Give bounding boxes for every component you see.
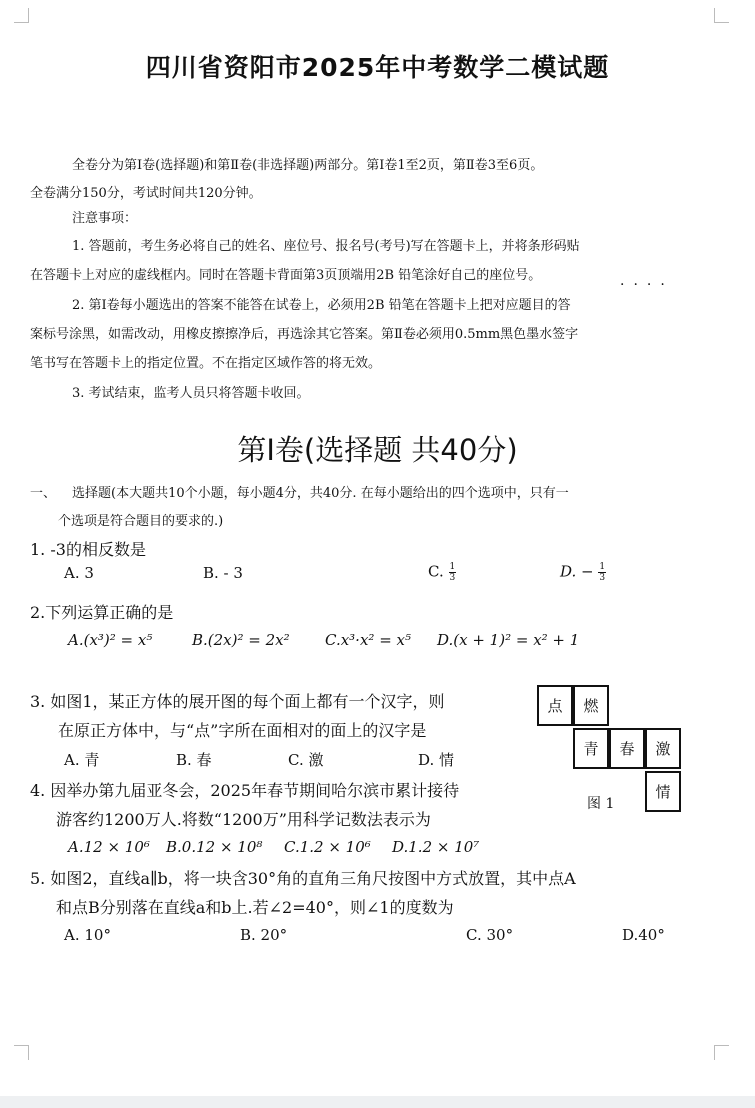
q1-stem: 1. -3的相反数是 [30,540,146,559]
q3-line-1: 3. 如图1，某正方体的展开图的每个面上都有一个汉字，则 [30,692,445,711]
q3-option-d: D. 情 [418,751,455,769]
intro-line-2: 全卷满分150分，考试时间共120分钟。 [30,186,262,201]
q1-option-d-fraction: $\frac{1}{3}$ [599,562,606,583]
figure-1-caption: 图 1 [587,796,615,812]
part1-line-1: 选择题(本大题共10个小题，每小题4分，共40分. 在每小题给出的四个选项中，只有一 [72,486,569,501]
q3-line-2: 在原正方体中，与“点”字所在面相对的面上的汉字是 [58,721,427,740]
q1-option-d [560,562,606,583]
q4-option-d: D.1.2 × 10⁷ [392,838,480,856]
net-cell-chun: 春 [609,728,645,769]
intro-line-1: 全卷分为第Ⅰ卷(选择题)和第Ⅱ卷(非选择题)两部分。第Ⅰ卷1至2页，第Ⅱ卷3至6页。 [72,158,544,173]
q3-option-a: A. 青 [64,751,100,769]
emphasis-dots: ···· [620,277,674,293]
q1-option-d-label: D. − [560,562,594,581]
q2-option-d: D.(x + 1)² = x² + 1 [437,631,580,649]
page-title: 四川省资阳市2025年中考数学二模试题 [145,53,610,82]
q3-option-b: B. 春 [176,751,212,769]
part1-line-2: 个选项是符合题目的要求的.) [58,514,224,529]
q2-option-a: A.(x³)² = x⁵ [68,631,153,649]
crop-mark-top-right [714,8,729,23]
net-cell-dian: 点 [537,685,573,726]
net-cell-qing: 青 [573,728,609,769]
q4-line-2: 游客约1200万人.将数“1200万”用科学记数法表示为 [56,810,431,829]
q2-option-c: C.x³·x² = x⁵ [325,631,412,649]
notice-3: 3. 考试结束，监考人员只将答题卡收回。 [72,386,310,401]
q1-option-c-label: C. [428,562,444,581]
notice-2-line-2: 案标号涂黑，如需改动，用橡皮擦擦净后，再选涂其它答案。第Ⅱ卷必须用0.5mm黑色墨水签字 [30,327,579,342]
crop-mark-bottom-right [714,1045,729,1060]
q5-option-d: D.40° [622,926,665,944]
viewer-bottom-bar [0,1096,755,1108]
notice-1-line-2: 在答题卡上对应的虚线框内。同时在答题卡背面第3页顶端用2B 铅笔涂好自己的座位号。 [30,268,542,283]
net-cell-qing2: 情 [645,771,681,812]
q5-line-1: 5. 如图2，直线a∥b，将一块含30°角的直角三角尺按图中方式放置，其中点A [30,869,576,888]
q1-option-b: B. - 3 [203,564,243,582]
q5-option-a: A. 10° [64,926,111,944]
q4-option-c: C.1.2 × 10⁶ [284,838,371,856]
section-title: 第Ⅰ卷(选择题 共40分) [237,433,518,467]
notice-2-line-1: 2. 第Ⅰ卷每小题选出的答案不能答在试卷上，必须用2B 铅笔在答题卡上把对应题目的答 [72,298,571,313]
q2-stem: 2.下列运算正确的是 [30,603,174,622]
crop-mark-bottom-left [14,1045,29,1060]
q1-option-a: A. 3 [64,564,94,582]
q5-option-c: C. 30° [466,926,514,944]
crop-mark-top-left [14,8,29,23]
q3-option-c: C. 激 [288,751,324,769]
q2-option-b: B.(2x)² = 2x² [192,631,290,649]
net-cell-ji: 激 [645,728,681,769]
notice-2-line-3: 笔书写在答题卡上的指定位置。不在指定区域作答的将无效。 [30,356,382,371]
net-cell-ran: 燃 [573,685,609,726]
q5-line-2: 和点B分别落在直线a和b上.若∠2=40°，则∠1的度数为 [56,898,454,917]
q4-line-1: 4. 因举办第九届亚冬会，2025年春节期间哈尔滨市累计接待 [30,781,460,800]
q1-option-c-fraction: $\frac{1}{3}$ [449,562,456,583]
notice-label: 注意事项： [72,211,138,226]
q1-option-c [428,562,456,583]
q4-option-a: A.12 × 10⁶ [68,838,150,856]
q4-option-b: B.0.12 × 10⁸ [166,838,263,856]
notice-1-line-1: 1. 答题前，考生务必将自己的姓名、座位号、报名号(考号)写在答题卡上，并将条形码贴 [72,239,580,254]
q5-option-b: B. 20° [240,926,288,944]
part1-prefix: 一、 [30,486,57,501]
